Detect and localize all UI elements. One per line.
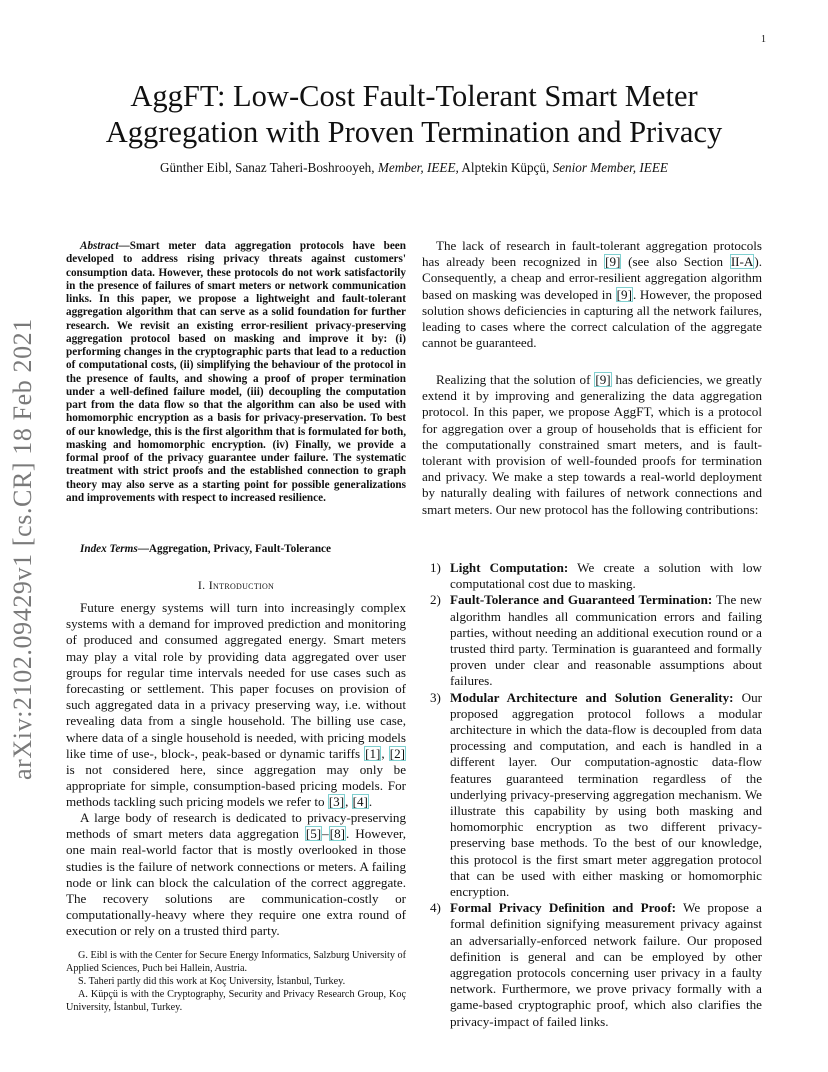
- right-p1-text-c: ). Consequently, a cheap and error-resilient aggregation algorithm based on masking was developed in: [422, 254, 762, 302]
- author-role-3: Senior Member, IEEE: [552, 160, 668, 175]
- intro-p1-text-b: ,: [381, 745, 389, 761]
- citation-link[interactable]: [9]: [616, 286, 632, 302]
- authors-names: Günther Eibl, Sanaz Taheri-Boshrooyeh,: [160, 160, 375, 175]
- list-item-heading: Modular Architecture and Solution Generality:: [450, 689, 734, 705]
- intro-paragraph-2: [66, 810, 406, 940]
- citation-link[interactable]: [1]: [365, 745, 381, 761]
- intro-p2-text-b: –: [322, 826, 329, 842]
- intro-p2-text-c: . However, one main real-world factor that is mostly overlooked in those studies is the failure of network connections or meters. A failing node or link can block the calculation of the correct aggregate. The recovery solutions are communication-costly or computationally-heavy where they require one extra round of execution or rely on a trusted third party.: [66, 826, 406, 939]
- right-p1-text-d: . However, the proposed solution shows deficiencies in capturing all the network failures, leading to cases where the correct calculation of the aggregate cannot be guaranteed.: [422, 286, 762, 351]
- section-heading-introduction: I. Introduction: [197, 578, 275, 592]
- right-p2-text-b: has deficiencies, we greatly extend it by improving and generalizing the data aggregation protocol. In this paper, we propose AggFT, which is a protocol for aggregation over a group of households that is efficient for the computationally constrained smart meters, and is fault-tolerant with provision of well-founded proofs for termination and privacy. We make a step towards a real-world deployment by naturally dealing with failures of network connections and smart meters. Our new protocol has the following contributions:: [422, 372, 763, 517]
- intro-p1-text-a: Future energy systems will turn into increasingly complex systems with a demand for improved prediction and monitoring of produced and consumed aggregated energy. Smart meters may play a vital role by providing data aggregated over user groups for regular time intervals needed for use cases such as forecasting or settlement. This paper focuses on provision of such aggregated data in a privacy preserving way, i.e. without revealing data from a single household. The billing use case, where data of a single household is needed, with pricing models like time of use-, block-, peak-based or dynamic tariffs: [66, 600, 406, 761]
- list-item-number: 4): [430, 900, 441, 916]
- footnote-2: S. Taheri partly did this work at Koç University, İstanbul, Turkey.: [78, 976, 346, 987]
- intro-p1-text-c: is not considered here, since aggregation may only be appropriate for simple, consumption-based pricing models. For methods tackling such pricing models we refer to: [66, 762, 406, 810]
- page-number: 1: [761, 34, 766, 45]
- index-terms-label: Index Terms: [80, 543, 138, 555]
- paper-title: [60, 78, 768, 150]
- abstract-text: —Smart meter data aggregation protocols have been developed to address rising privacy threats against customers' consumption data. However, these protocols do not work satisfactorily in the presence of failures of smart meters or network communication links. In this paper, we propose a lightweight and fault-tolerant aggregation algorithm that can serve as a solid foundation for further research. We revisit an existing error-resilient privacy-preserving aggregation protocol based on masking and improve it by: (i) performing changes in the cryptographic parts that lead to a reduction of computational costs, (ii) simplifying the behaviour of the protocol in the presence of faults, and showing a proof of proper termination under a well-defined failure model, (iii) decoupling the computation part from the data flow so that the algorithm can also be used with homomorphic encryption as a basis for privacy-preservation. To best of our knowledge, this is the first algorithm that is formulated for both, masking and homomorphic encryption. (iv) Finally, we provide a formal proof of the privacy guarantee under failure. The systematic treatment with strict proofs and the established connection to graph theory may also serve as a starting point for possible generalizations and improvements with respect to increased resilience.: [66, 240, 406, 504]
- right-paragraph-1: [422, 238, 762, 351]
- right-p1-text-b: (see also Section: [621, 254, 730, 270]
- list-item: [430, 690, 762, 901]
- citation-link[interactable]: [8]: [329, 826, 345, 842]
- contributions-list: [430, 560, 762, 1030]
- list-item-number: 2): [430, 592, 441, 608]
- citation-link[interactable]: [3]: [328, 794, 345, 810]
- intro-p1-text-e: .: [368, 794, 373, 810]
- list-item-heading: Fault-Tolerance and Guaranteed Termination:: [450, 592, 713, 608]
- footnote-3: A. Küpçü is with the Cryptography, Security and Privacy Research Group, Koç University, İstanbul, Turkey.: [66, 989, 406, 1013]
- list-item-text: The new algorithm handles all communication errors and failing parties, without needing an additional execution round or a trusted third party. Termination is guaranteed and formally proven under clear and reasonable assumptions about failures.: [450, 592, 762, 689]
- citation-link[interactable]: [9]: [595, 372, 611, 387]
- list-item-heading: Formal Privacy Definition and Proof:: [450, 900, 676, 916]
- right-p2-text-a: Realizing that the solution of: [436, 372, 595, 387]
- list-item: [430, 592, 762, 689]
- citation-link[interactable]: [9]: [605, 254, 621, 270]
- footnote-1: G. Eibl is with the Center for Secure Energy Informatics, Salzburg University of Applied Sciences, Puch bei Hallein, Austria.: [66, 950, 406, 974]
- author-name-3: Alptekin Küpçü,: [461, 160, 550, 175]
- list-item: [430, 900, 762, 1030]
- title-line-1: AggFT: Low-Cost Fault-Tolerant Smart Meter: [130, 79, 698, 113]
- list-item: [430, 560, 762, 592]
- author-line: [60, 160, 768, 176]
- intro-paragraph-1: [66, 600, 406, 811]
- right-p1-text-a: The lack of research in fault-tolerant aggregation protocols has already been recognized in: [422, 238, 762, 270]
- arxiv-identifier[interactable]: arXiv:2102.09429v1 [cs.CR] 18 Feb 2021: [8, 318, 37, 780]
- section-link[interactable]: II-A: [730, 254, 754, 270]
- abstract-label: Abstract: [80, 240, 119, 252]
- author-role-1: Member, IEEE,: [377, 160, 459, 175]
- intro-p2-text-a: A large body of research is dedicated to privacy-preserving methods of smart meters data aggregation: [66, 810, 406, 842]
- title-line-2: Aggregation with Proven Termination and Privacy: [105, 115, 723, 149]
- list-item-text: We propose a formal definition signifying measurement privacy against an adversarially-enforced network failure. Our proposed definition is general and can be employed by other aggregation protocols concerning user privacy in a faulty network. Furthermore, we prove privacy formally with a game-based cryptographic proof, which also clarifies the privacy-impact of failed links.: [450, 900, 762, 1029]
- abstract: [66, 240, 406, 505]
- index-terms-text: —Aggregation, Privacy, Fault-Tolerance: [137, 543, 331, 555]
- intro-p1-text-d: ,: [345, 794, 352, 810]
- list-item-text: Our proposed aggregation protocol follows a modular architecture in which the data-flow is decoupled from data processing and computation, and each is handled in a different layer. Our computation-agnostic data-flow features guaranteed termination regardless of the underlying privacy-preserving aggregation mechanism. We illustrate this capability by using both masking and homomorphic encryption as two different privacy-preserving base methods. To the best of our knowledge, this protocol is the first smart meter aggregation protocol that can be used with either masking or homomorphic encryption.: [450, 689, 762, 900]
- citation-link[interactable]: [2]: [389, 745, 406, 761]
- list-item-number: 3): [430, 689, 441, 705]
- index-terms: [66, 543, 406, 556]
- citation-link[interactable]: [5]: [305, 826, 322, 842]
- right-paragraph-2: [422, 372, 762, 518]
- list-item-heading: Light Computation:: [450, 560, 569, 575]
- citation-link[interactable]: [4]: [352, 794, 368, 810]
- list-item-text: We create a solution with low computational cost due to masking.: [450, 560, 762, 592]
- list-item-number: 1): [430, 560, 441, 575]
